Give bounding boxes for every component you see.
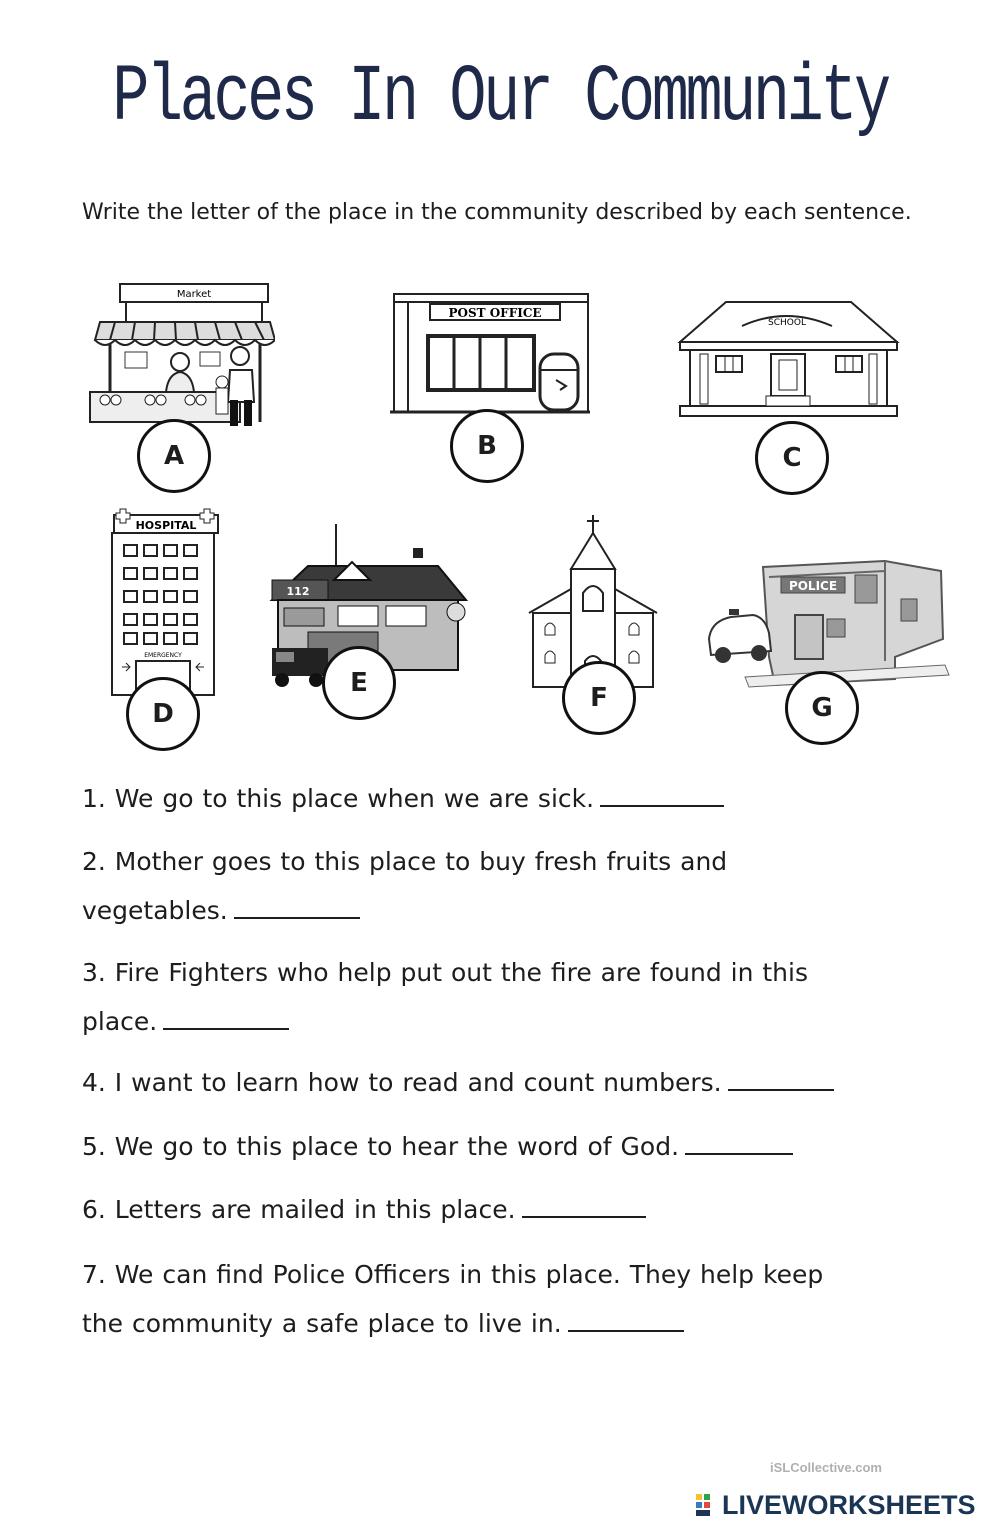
answer-blank[interactable] xyxy=(522,1196,646,1218)
answer-blank[interactable] xyxy=(234,897,360,919)
question-5 xyxy=(82,1122,912,1171)
instructions: Write the letter of the place in the community described by each sentence. xyxy=(82,200,912,225)
hospital-emergency-text: EMERGENCY xyxy=(144,652,182,659)
market-icon xyxy=(80,282,275,432)
question-text-continued: vegetables. xyxy=(82,896,228,925)
question-1 xyxy=(82,774,912,823)
liveworksheets-brand[interactable] xyxy=(696,1488,976,1522)
school-sign-text: SCHOOL xyxy=(768,318,806,328)
question-3 xyxy=(82,948,912,1046)
fire-station-sign-text: 112 xyxy=(286,585,310,598)
answer-blank[interactable] xyxy=(163,1008,289,1030)
question-text-continued: place. xyxy=(82,1007,158,1036)
hospital-sign-text: HOSPITAL xyxy=(135,519,197,532)
answer-blank[interactable] xyxy=(568,1310,684,1332)
question-7 xyxy=(82,1250,912,1348)
source-credit: iSLCollective.com xyxy=(770,1460,882,1475)
letter-badge-f: F xyxy=(562,661,636,735)
answer-blank[interactable] xyxy=(685,1133,793,1155)
worksheet-title: Places In Our Community xyxy=(112,52,888,144)
letter-badge-g: G xyxy=(785,671,859,745)
hospital-icon xyxy=(108,505,220,697)
question-text: 4. I want to learn how to read and count numbers. xyxy=(82,1068,722,1097)
question-text: 5. We go to this place to hear the word of God. xyxy=(82,1132,680,1161)
question-2 xyxy=(82,837,912,935)
question-text-continued: the community a safe place to live in. xyxy=(82,1309,562,1338)
liveworksheets-logo-icon xyxy=(696,1492,718,1518)
answer-blank[interactable] xyxy=(600,785,724,807)
letter-badge-b: B xyxy=(450,409,524,483)
question-4 xyxy=(82,1058,912,1107)
question-text: 6. Letters are mailed in this place. xyxy=(82,1195,516,1224)
question-text: 2. Mother goes to this place to buy fresh fruits and xyxy=(82,847,728,876)
letter-badge-d: D xyxy=(126,677,200,751)
letter-badge-e: E xyxy=(322,646,396,720)
answer-blank[interactable] xyxy=(728,1069,834,1091)
question-6 xyxy=(82,1185,912,1234)
post-office-icon xyxy=(390,290,590,415)
question-text: 1. We go to this place when we are sick. xyxy=(82,784,595,813)
question-text: 7. We can find Police Officers in this place. They help keep xyxy=(82,1260,824,1289)
school-icon xyxy=(676,294,901,424)
question-text: 3. Fire Fighters who help put out the fire are found in this xyxy=(82,958,809,987)
liveworksheets-brand-text: LIVEWORKSHEETS xyxy=(722,1489,976,1520)
market-sign-text: Market xyxy=(176,289,212,300)
police-sign-text: POLICE xyxy=(788,579,838,593)
letter-badge-a: A xyxy=(137,419,211,493)
post-office-sign-text: POST OFFICE xyxy=(448,306,542,320)
letter-badge-c: C xyxy=(755,421,829,495)
